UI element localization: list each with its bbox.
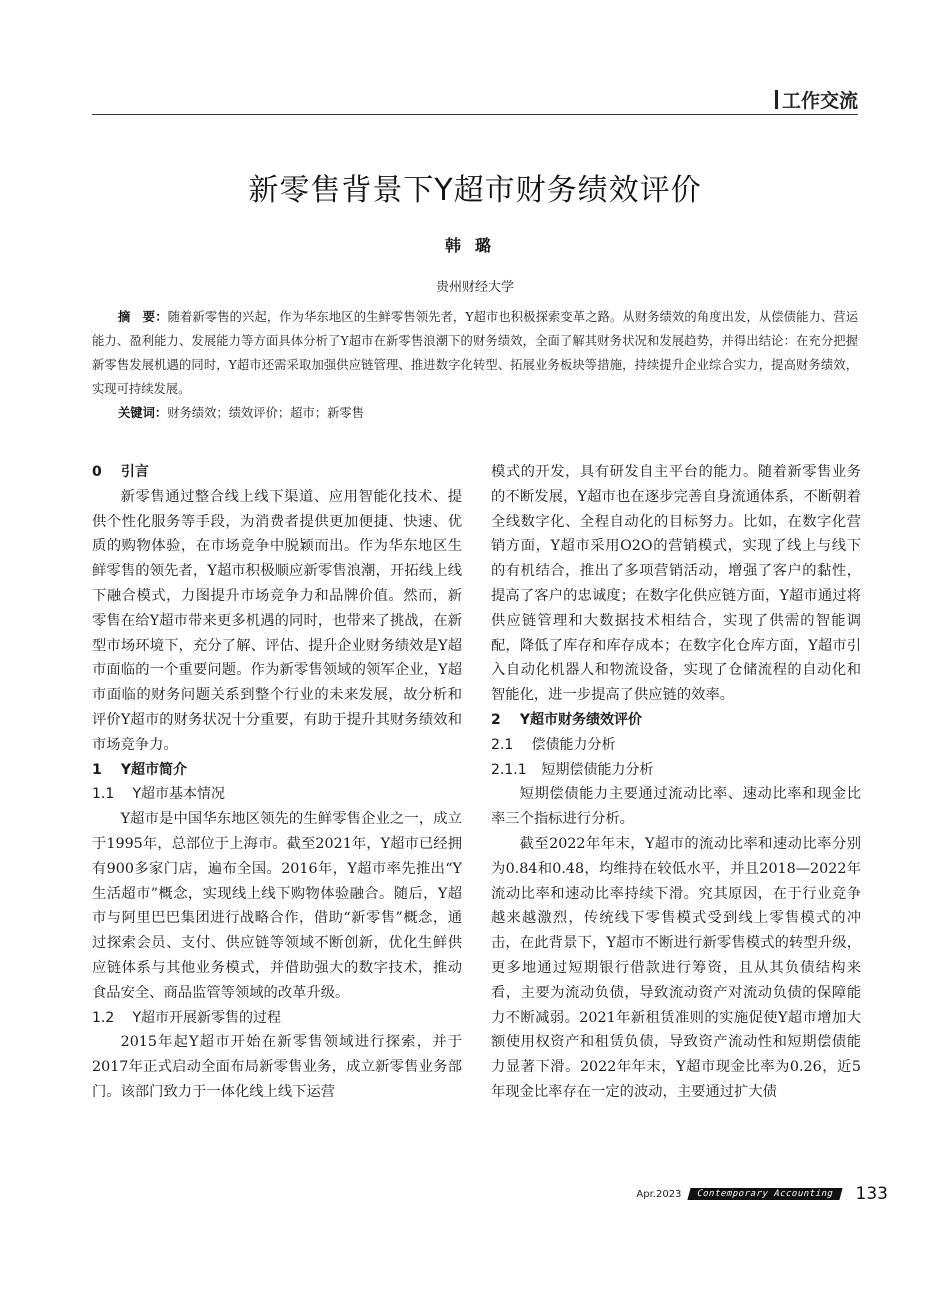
heading-short-term-solvency: 2.1.1 短期偿债能力分析 [491,761,654,778]
journal-name: Contemporary Accounting [688,1188,843,1200]
abstract-label: 摘 要： [118,310,168,324]
paragraph-basic-info: Y超市是中国华东地区领先的生鲜零售企业之一，成立于1995年，总部位于上海市。截至2021年，Y超市已经拥有900多家门店，遍布全国。2016年，Y超市率先推出“Y生活超市”概念，实现线上线下购物体验融合。随后，Y超市与阿里巴巴集团进行战略合作，借助“新零售”概念，通过探索会员、支付、供应链等领域不断创新，优化生鲜供应链体系与其他业务模式，并借助强大的数字技术，推动食品安全、商品监管等领域的改革升级。 [92,811,462,1001]
paragraph-new-retail-process: 2015年起Y超市开始在新零售领域进行探索，并于2017年正式启动全面布局新零售业务，成立新零售业务部门。该部门致力于一体化线上线下运营 [92,1034,462,1100]
keywords [92,401,858,425]
article-title: 新零售背景下Y超市财务绩效评价 [248,173,702,208]
heading-solvency: 2.1 偿债能力分析 [491,736,616,753]
abstract-text: 随着新零售的兴起，作为华东地区的生鲜零售领先者，Y超市也积极探索变革之路。从财务绩效的角度出发，从偿债能力、营运能力、盈利能力、发展能力等方面具体分析了Y超市在新零售浪潮下的财务绩效，全面了解其财务状况和发展趋势，并得出结论：在充分把握新零售发展机遇的同时，Y超市还需采取加强供应链管理、推进数字化转型、拓展业务板块等措施，持续提升企业综合实力，提高财务绩效，实现可持续发展。 [92,310,858,396]
keywords-label: 关键词： [118,406,168,420]
abstract [92,305,858,401]
paragraph-introduction: 新零售通过整合线上线下渠道、应用智能化技术、提供个性化服务等手段，为消费者提供更加便捷、快速、优质的购物体验，在市场竞争中脱颖而出。作为华东地区生鲜零售的领先者，Y超市积极顺应新零售浪潮，开拓线上线下融合模式，力图提升市场竞争力和品牌价值。然而，新零售在给Y超市带来更多机遇的同时，也带来了挑战，在新型市场环境下，充分了解、评估、提升企业财务绩效是Y超市面临的一个重要问题。作为新零售领域的领军企业，Y超市面临的财务问题关系到整个行业的未来发展，故分析和评价Y超市的财务状况十分重要，有助于提升其财务绩效和市场竞争力。 [92,488,462,753]
left-column [92,460,462,1105]
section-tag-bar [775,90,778,109]
section-tag [775,86,858,113]
right-column [491,460,861,1105]
paragraph-short-term-intro: 短期偿债能力主要通过流动比率、速动比率和现金比率三个指标进行分析。 [491,786,861,828]
paragraph-short-term-analysis: 截至2022年年末，Y超市的流动比率和速动比率分别为0.84和0.48，均维持在较低水平，并且2018—2022年流动比率和速动比率持续下滑。究其原因，在于行业竞争越来越激烈，传统线下零售模式受到线上零售模式的冲击，在此背景下，Y超市不断进行新零售模式的转型升级，更多地通过短期银行借款进行筹资，且从其负债结构来看，主要为流动负债，导致流动资产对流动负债的保障能力不断减弱。2021年新租赁准则的实施促使Y超市增加大额使用权资产和租赁负债，导致资产流动性和短期偿债能力显著下滑。2022年年末，Y超市现金比率为0.26，近5年现金比率存在一定的波动，主要通过扩大债 [491,835,861,1100]
author-affiliation: 贵州财经大学 [435,280,514,295]
heading-basic-info: 1.1 Y超市基本情况 [92,786,226,803]
header-rule [92,114,858,115]
issue-date: Apr.2023 [636,1188,682,1200]
page-footer [636,1184,888,1204]
heading-overview: 1 Y超市简介 [92,761,188,778]
paragraph-continued: 模式的开发，具有研发自主平台的能力。随着新零售业务的不断发展，Y超市也在逐步完善自身流通体系，不断朝着全线数字化、全程自动化的目标努力。比如，在数字化营销方面，Y超市采用O2O的营销模式，实现了线上与线下的有机结合，推出了多项营销活动，增强了客户的黏性，提高了客户的忠诚度；在数字化供应链方面，Y超市通过将供应链管理和大数据技术相结合，实现了供需的智能调配，降低了库存和库存成本；在数字化仓库方面，Y超市引入自动化机器人和物流设备，实现了仓储流程的自动化和智能化，进一步提高了供应链的效率。 [491,464,861,704]
heading-introduction: 0 引言 [92,464,149,480]
page-number: 133 [855,1184,888,1204]
keywords-text: 财务绩效；绩效评价；超市；新零售 [167,406,364,420]
article-author: 韩璐 [444,236,505,255]
heading-new-retail-process: 1.2 Y超市开展新零售的过程 [92,1009,282,1026]
heading-performance-evaluation: 2 Y超市财务绩效评价 [491,711,643,728]
section-tag-label: 工作交流 [781,90,858,112]
